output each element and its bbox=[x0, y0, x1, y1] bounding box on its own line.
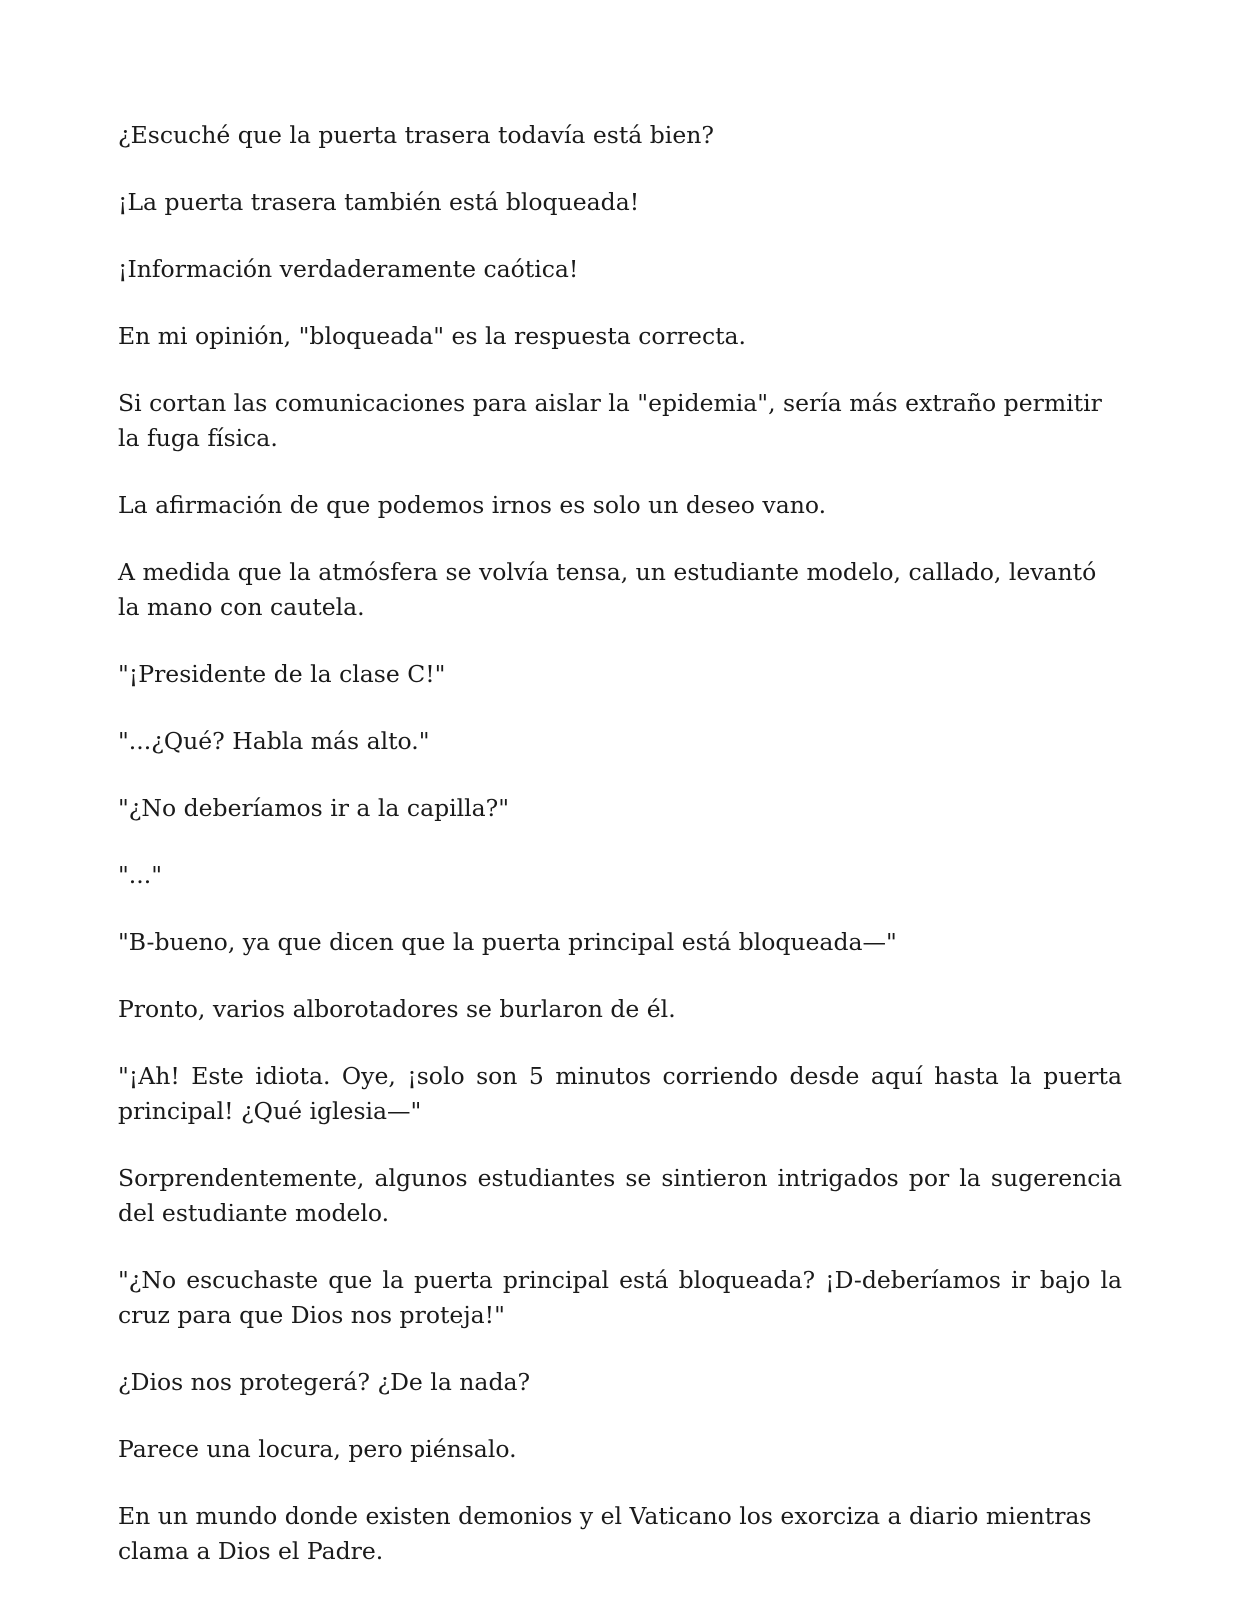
paragraph: En un mundo donde existen demonios y el Vaticano los exorciza a diario mientras clama a Dios el Padre. bbox=[118, 1502, 1092, 1565]
paragraph: Si cortan las comunicaciones para aislar la "epidemia", sería más extraño permitir la fuga física. bbox=[118, 389, 1102, 452]
paragraph: ¿Escuché que la puerta trasera todavía está bien? bbox=[118, 121, 714, 149]
paragraph: "..." bbox=[118, 861, 163, 889]
paragraph: ¿Dios nos protegerá? ¿De la nada? bbox=[118, 1368, 531, 1396]
paragraph: A medida que la atmósfera se volvía tensa, un estudiante modelo, callado, levantó la mano con cautela. bbox=[118, 558, 1097, 621]
paragraph: ¡La puerta trasera también está bloqueada! bbox=[118, 188, 640, 216]
paragraph: La afirmación de que podemos irnos es solo un deseo vano. bbox=[118, 491, 827, 519]
paragraph: Pronto, varios alborotadores se burlaron de él. bbox=[118, 995, 676, 1023]
paragraph: "¡Ah! Este idiota. Oye, ¡solo son 5 minutos corriendo desde aquí hasta la puerta principal! ¿Qué iglesia—" bbox=[118, 1062, 1122, 1125]
paragraph: "B-bueno, ya que dicen que la puerta principal está bloqueada—" bbox=[118, 928, 897, 956]
paragraph: "¿No deberíamos ir a la capilla?" bbox=[118, 794, 510, 822]
paragraph: "¿No escuchaste que la puerta principal está bloqueada? ¡D-deberíamos ir bajo la cruz para que Dios nos proteja!" bbox=[118, 1266, 1122, 1329]
paragraph: ¡Información verdaderamente caótica! bbox=[118, 255, 579, 283]
paragraph: En mi opinión, "bloqueada" es la respuesta correcta. bbox=[118, 322, 747, 350]
paragraph: "...¿Qué? Habla más alto." bbox=[118, 727, 430, 755]
paragraph: Parece una locura, pero piénsalo. bbox=[118, 1435, 517, 1463]
document-body bbox=[118, 118, 1122, 1601]
paragraph: "¡Presidente de la clase C!" bbox=[118, 660, 446, 688]
paragraph: Sorprendentemente, algunos estudiantes se sintieron intrigados por la sugerencia del estudiante modelo. bbox=[118, 1164, 1122, 1227]
